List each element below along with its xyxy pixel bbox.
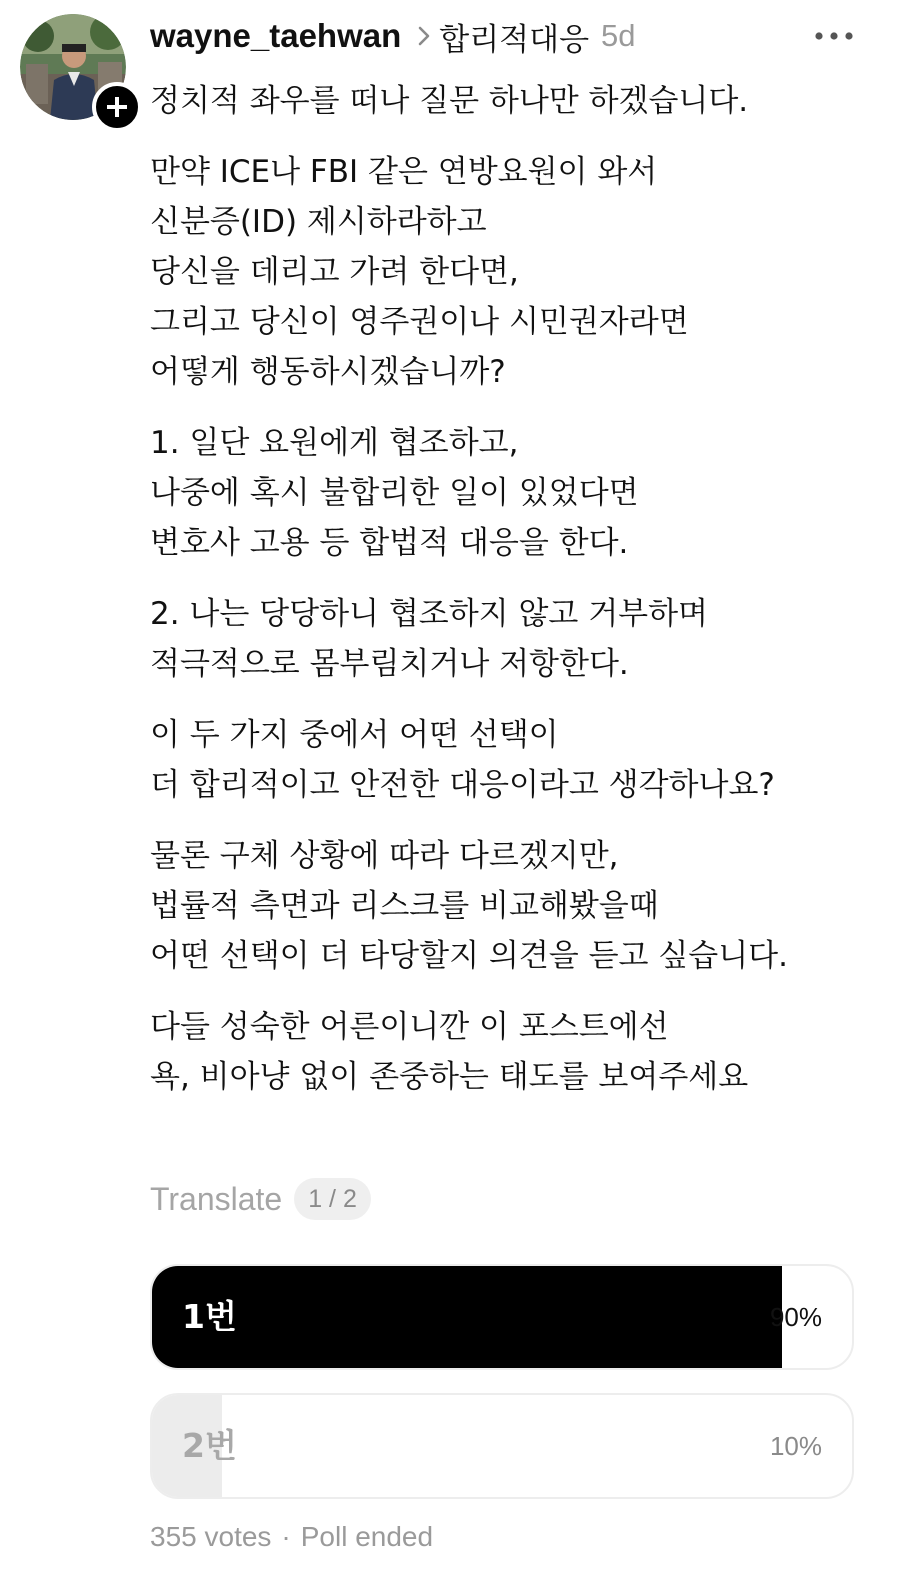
poll-option-label: 1번 bbox=[182, 1297, 237, 1336]
post-paragraph: 정치적 좌우를 떠나 질문 하나만 하겠습니다. bbox=[150, 83, 749, 119]
chevron-right-icon bbox=[417, 25, 431, 47]
poll-option-2[interactable] bbox=[150, 1393, 854, 1499]
topic-tag[interactable]: 합리적대응 bbox=[439, 21, 590, 58]
avatar-container bbox=[20, 14, 126, 120]
poll-status: Poll ended bbox=[300, 1521, 434, 1552]
translate-button[interactable]: Translate bbox=[150, 1180, 283, 1217]
post-body bbox=[150, 76, 870, 1123]
poll-footer bbox=[150, 1517, 433, 1557]
post-paragraph: 2. 나는 당당하니 협조하지 않고 거부하며 적극적으로 몸부림치거나 저항한다. bbox=[150, 596, 708, 682]
poll-option-1[interactable] bbox=[150, 1264, 854, 1370]
post-age: 5d bbox=[601, 18, 636, 53]
follow-button[interactable] bbox=[92, 82, 142, 132]
plus-icon bbox=[105, 95, 129, 119]
post-header bbox=[150, 14, 636, 58]
post-paragraph: 만약 ICE나 FBI 같은 연방요원이 와서 신분증(ID) 제시하라하고 당신을 데리고 가려 한다면, 그리고 당신이 영주권이나 시민권자라면 어떻게 행동하시겠습니까? bbox=[150, 154, 689, 390]
translate-row bbox=[150, 1174, 371, 1224]
more-horizontal-icon bbox=[814, 31, 854, 41]
page-indicator: 1 / 2 bbox=[294, 1178, 371, 1220]
poll-result-bar bbox=[152, 1266, 782, 1368]
post-paragraph: 물론 구체 상황에 따라 다르겠지만, 법률적 측면과 리스크를 비교해봤을때 어떤 선택이 더 타당할지 의견을 듣고 싶습니다. bbox=[150, 838, 788, 974]
post-paragraph: 이 두 가지 중에서 어떤 선택이 더 합리적이고 안전한 대응이라고 생각하나요? bbox=[150, 717, 775, 803]
poll-option-label: 2번 bbox=[182, 1426, 237, 1465]
post-paragraph: 1. 일단 요원에게 협조하고, 나중에 혹시 불합리한 일이 있었다면 변호사 고용 등 합법적 대응을 한다. bbox=[150, 425, 639, 561]
separator-dot: · bbox=[281, 1521, 291, 1552]
more-options-button[interactable] bbox=[808, 24, 860, 48]
poll-option-percent: 90% bbox=[769, 1302, 822, 1332]
poll-option-percent: 10% bbox=[769, 1431, 822, 1461]
poll-vote-count: 355 votes bbox=[150, 1521, 272, 1552]
author-username[interactable]: wayne_taehwan bbox=[150, 17, 402, 54]
post-paragraph: 다들 성숙한 어른이니깐 이 포스트에선 욕, 비아냥 없이 존중하는 태도를 보여주세요 bbox=[150, 1009, 749, 1095]
